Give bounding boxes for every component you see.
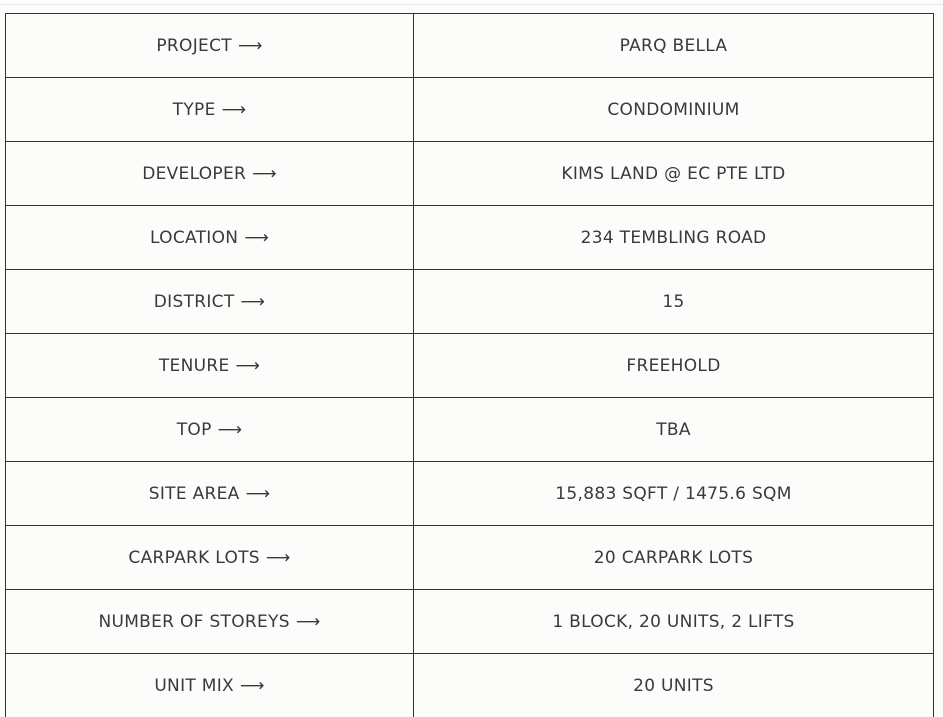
row-value-cell [414,270,934,334]
row-label-cell [6,526,414,590]
arrow-icon: ⟶ [235,355,261,376]
top-divider [0,4,943,5]
row-value-cell [414,206,934,270]
table-row [6,78,934,142]
row-label: DEVELOPER [142,163,247,184]
row-label-cell [6,590,414,654]
row-label-cell [6,206,414,270]
row-value-cell [414,78,934,142]
table-row [6,270,934,334]
row-value: 20 CARPARK LOTS [593,547,754,568]
row-value: 15 [662,291,685,312]
row-label: TENURE [158,355,230,376]
row-label: LOCATION [150,227,239,248]
row-label-cell [6,334,414,398]
table-row [6,14,934,78]
row-value-cell [414,398,934,462]
table-row [6,526,934,590]
table-row [6,334,934,398]
row-label-cell [6,142,414,206]
table-row [6,398,934,462]
row-value-cell [414,590,934,654]
project-details-table [5,13,934,717]
table-row [6,462,934,526]
row-label-cell [6,398,414,462]
row-value: KIMS LAND @ EC PTE LTD [561,163,786,184]
table-row [6,590,934,654]
row-label: TOP [176,419,212,440]
row-value-cell [414,462,934,526]
row-value: 234 TEMBLING ROAD [580,227,767,248]
row-label: UNIT MIX [154,675,235,696]
arrow-icon: ⟶ [252,163,277,184]
row-value-cell [414,526,934,590]
arrow-icon: ⟶ [240,291,266,312]
row-label-cell [6,78,414,142]
row-value: 15,883 SQFT / 1475.6 SQM [555,483,792,504]
arrow-icon: ⟶ [245,483,271,504]
row-label-cell [6,654,414,717]
arrow-icon: ⟶ [295,611,321,632]
arrow-icon: ⟶ [265,547,291,568]
row-value-cell [414,334,934,398]
row-label: TYPE [172,99,216,120]
row-label: DISTRICT [153,291,235,312]
row-value-cell [414,142,934,206]
arrow-icon: ⟶ [237,35,263,56]
row-label: NUMBER OF STOREYS [98,611,290,632]
table-row [6,206,934,270]
row-value: 1 BLOCK, 20 UNITS, 2 LIFTS [552,611,795,632]
table-row [6,654,934,717]
row-label: CARPARK LOTS [128,547,260,568]
arrow-icon: ⟶ [244,227,269,248]
row-value-cell [414,654,934,717]
row-value: FREEHOLD [626,355,721,376]
row-value: 20 UNITS [633,675,714,696]
row-value: CONDOMINIUM [607,99,740,120]
row-label: PROJECT [156,35,232,56]
arrow-icon: ⟶ [221,99,247,120]
row-value: TBA [656,419,691,440]
row-value: PARQ BELLA [619,35,728,56]
row-label-cell [6,14,414,78]
arrow-icon: ⟶ [240,675,265,696]
row-label-cell [6,462,414,526]
arrow-icon: ⟶ [217,419,243,440]
row-value-cell [414,14,934,78]
row-label: SITE AREA [148,483,240,504]
table-row [6,142,934,206]
row-label-cell [6,270,414,334]
